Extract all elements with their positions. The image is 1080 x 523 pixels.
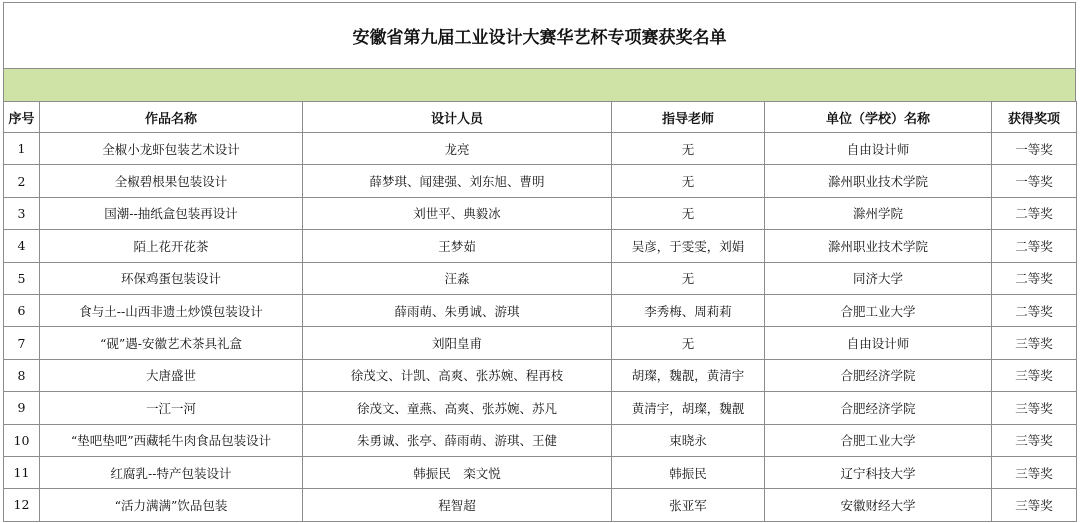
cell-institution: 安徽财经大学	[765, 489, 992, 521]
cell-institution: 自由设计师	[765, 327, 992, 359]
cell-index: 4	[4, 230, 40, 262]
cell-award: 三等奖	[992, 489, 1077, 521]
cell-institution: 合肥经济学院	[765, 392, 992, 424]
cell-work-name: 全椒小龙虾包装艺术设计	[40, 133, 303, 165]
cell-designers: 王梦茹	[303, 230, 612, 262]
cell-institution: 合肥经济学院	[765, 359, 992, 391]
table-row	[4, 262, 1077, 294]
cell-institution: 滁州学院	[765, 197, 992, 229]
cell-award: 二等奖	[992, 294, 1077, 326]
cell-index: 10	[4, 424, 40, 456]
table-row	[4, 359, 1077, 391]
cell-institution: 滁州职业技术学院	[765, 165, 992, 197]
cell-advisor: 胡璨，魏靓，黄清宇	[612, 359, 765, 391]
cell-index: 2	[4, 165, 40, 197]
table-row	[4, 294, 1077, 326]
cell-designers: 朱勇诚、张亭、薛雨萌、游琪、王健	[303, 424, 612, 456]
cell-institution: 滁州职业技术学院	[765, 230, 992, 262]
cell-work-name: 一江一河	[40, 392, 303, 424]
cell-institution: 合肥工业大学	[765, 294, 992, 326]
table-row	[4, 230, 1077, 262]
table-row	[4, 165, 1077, 197]
cell-award: 三等奖	[992, 456, 1077, 488]
cell-award: 一等奖	[992, 165, 1077, 197]
cell-designers: 龙亮	[303, 133, 612, 165]
cell-index: 6	[4, 294, 40, 326]
table-body	[4, 133, 1077, 522]
cell-advisor: 无	[612, 133, 765, 165]
cell-advisor: 李秀梅、周莉莉	[612, 294, 765, 326]
cell-index: 12	[4, 489, 40, 521]
cell-designers: 徐茂文、童燕、高爽、张苏婉、苏凡	[303, 392, 612, 424]
table-header-row	[4, 102, 1077, 133]
cell-award: 三等奖	[992, 327, 1077, 359]
cell-designers: 程智超	[303, 489, 612, 521]
table-row	[4, 489, 1077, 521]
cell-work-name: “活力满满”饮品包装	[40, 489, 303, 521]
cell-work-name: 环保鸡蛋包装设计	[40, 262, 303, 294]
cell-work-name: “砚”遇-安徽艺术茶具礼盒	[40, 327, 303, 359]
sheet-title: 安徽省第九届工业设计大赛华艺杯专项赛获奖名单	[3, 2, 1076, 68]
cell-award: 二等奖	[992, 230, 1077, 262]
cell-designers: 薛梦琪、闻建强、刘东旭、曹明	[303, 165, 612, 197]
cell-institution: 合肥工业大学	[765, 424, 992, 456]
cell-designers: 徐茂文、计凯、高爽、张苏婉、程再枝	[303, 359, 612, 391]
col-header-index: 序号	[4, 102, 40, 133]
col-header-institution: 单位（学校）名称	[765, 102, 992, 133]
cell-designers: 薛雨萌、朱勇诚、游琪	[303, 294, 612, 326]
cell-advisor: 黄清宇，胡璨，魏靓	[612, 392, 765, 424]
table-row	[4, 424, 1077, 456]
cell-work-name: 红腐乳--特产包装设计	[40, 456, 303, 488]
cell-award: 二等奖	[992, 197, 1077, 229]
table-row	[4, 392, 1077, 424]
cell-award: 二等奖	[992, 262, 1077, 294]
cell-award: 三等奖	[992, 359, 1077, 391]
cell-work-name: 全椒碧根果包装设计	[40, 165, 303, 197]
cell-index: 9	[4, 392, 40, 424]
cell-work-name: 国潮--抽纸盒包装再设计	[40, 197, 303, 229]
cell-award: 三等奖	[992, 424, 1077, 456]
cell-index: 1	[4, 133, 40, 165]
table-row	[4, 327, 1077, 359]
cell-institution: 同济大学	[765, 262, 992, 294]
table-row	[4, 197, 1077, 229]
cell-index: 3	[4, 197, 40, 229]
cell-index: 7	[4, 327, 40, 359]
cell-work-name: “垫吧垫吧”西藏牦牛肉食品包装设计	[40, 424, 303, 456]
cell-designers: 汪淼	[303, 262, 612, 294]
col-header-award: 获得奖项	[992, 102, 1077, 133]
cell-advisor: 无	[612, 262, 765, 294]
col-header-work: 作品名称	[40, 102, 303, 133]
cell-work-name: 大唐盛世	[40, 359, 303, 391]
cell-institution: 自由设计师	[765, 133, 992, 165]
cell-award: 三等奖	[992, 392, 1077, 424]
cell-award: 一等奖	[992, 133, 1077, 165]
cell-advisor: 无	[612, 197, 765, 229]
cell-advisor: 无	[612, 327, 765, 359]
cell-designers: 刘阳皇甫	[303, 327, 612, 359]
cell-advisor: 张亚军	[612, 489, 765, 521]
cell-designers: 刘世平、典毅冰	[303, 197, 612, 229]
cell-advisor: 韩振民	[612, 456, 765, 488]
cell-advisor: 束晓永	[612, 424, 765, 456]
cell-advisor: 无	[612, 165, 765, 197]
cell-advisor: 吴彦，于雯雯，刘娟	[612, 230, 765, 262]
cell-work-name: 陌上花开花茶	[40, 230, 303, 262]
cell-institution: 辽宁科技大学	[765, 456, 992, 488]
table-row	[4, 133, 1077, 165]
col-header-advisor: 指导老师	[612, 102, 765, 133]
award-table	[3, 101, 1077, 522]
table-row	[4, 456, 1077, 488]
cell-index: 8	[4, 359, 40, 391]
header-band	[3, 68, 1076, 101]
cell-designers: 韩振民 栾文悦	[303, 456, 612, 488]
cell-work-name: 食与土--山西非遗土炒馍包装设计	[40, 294, 303, 326]
award-sheet	[3, 2, 1076, 522]
cell-index: 5	[4, 262, 40, 294]
cell-index: 11	[4, 456, 40, 488]
col-header-designers: 设计人员	[303, 102, 612, 133]
